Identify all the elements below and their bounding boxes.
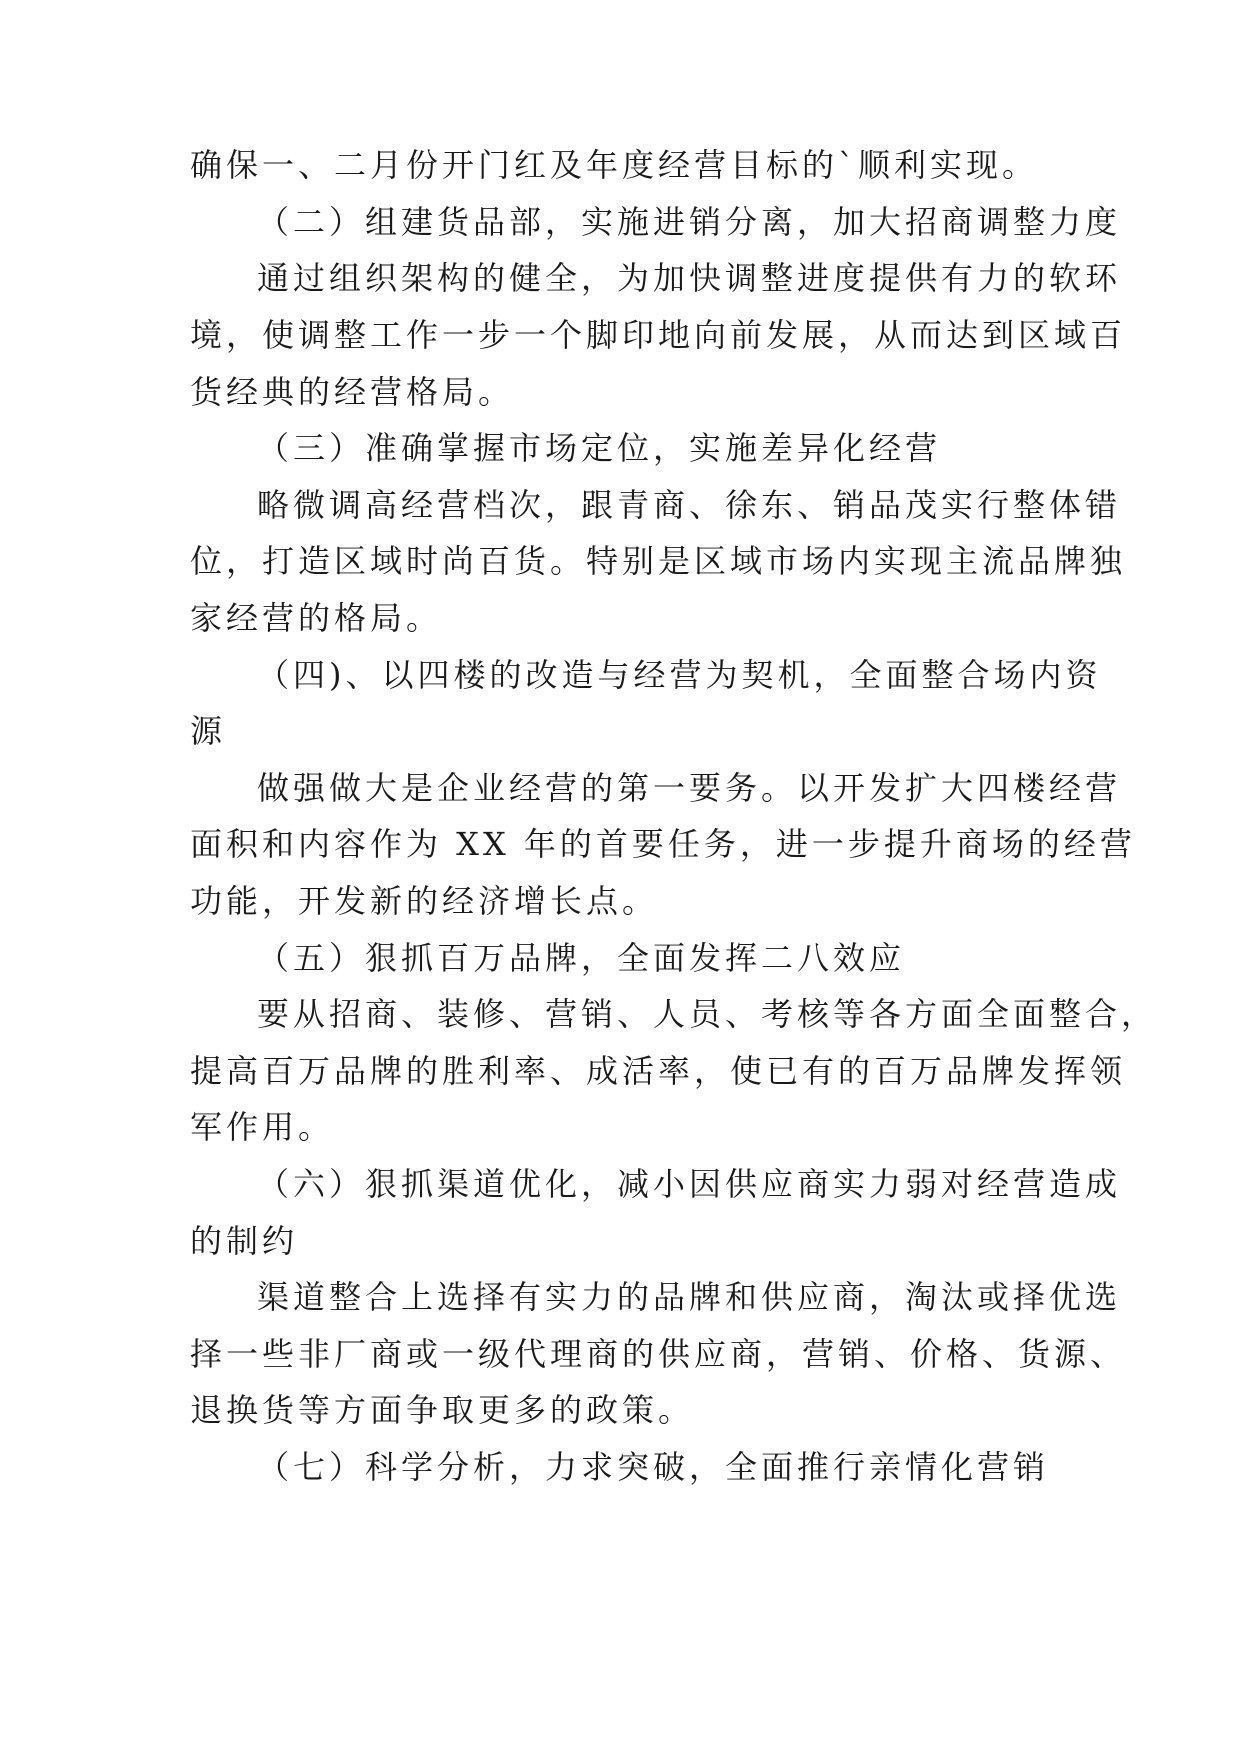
section-heading-4: （四)、以四楼的改造与经营为契机，全面整合场内资 bbox=[257, 656, 1102, 694]
section-heading-6-continued: 的制约 bbox=[190, 1222, 299, 1260]
paragraph-line-13: 面积和内容作为 XX 年的首要任务，进一步提升商场的经营 bbox=[190, 825, 1136, 863]
section-heading-6: （六）狠抓渠道优化，减小因供应商实力弱对经营造成 bbox=[257, 1165, 1122, 1203]
paragraph-line-5: 货经典的经营格局。 bbox=[190, 373, 515, 411]
section-heading-7: （七）科学分析，力求突破，全面推行亲情化营销 bbox=[257, 1448, 1050, 1486]
paragraph-line-17: 提高百万品牌的胜利率、成活率，使已有的百万品牌发挥领 bbox=[190, 1052, 1127, 1090]
paragraph-line-8: 位，打造区域时尚百货。特别是区域市场内实现主流品牌独 bbox=[190, 542, 1127, 580]
paragraph-line-3: 通过组织架构的健全，为加快调整进度提供有力的软环 bbox=[257, 259, 1122, 297]
section-heading-5: （五）狠抓百万品牌，全面发挥二八效应 bbox=[257, 939, 906, 977]
paragraph-line-9: 家经营的格局。 bbox=[190, 599, 443, 637]
paragraph-line-12: 做强做大是企业经营的第一要务。以开发扩大四楼经营 bbox=[257, 769, 1122, 807]
paragraph-line-21: 渠道整合上选择有实力的品牌和供应商，淘汰或择优选 bbox=[257, 1278, 1122, 1316]
paragraph-line-22: 择一些非厂商或一级代理商的供应商，营销、价格、货源、 bbox=[190, 1335, 1127, 1373]
section-heading-4-continued: 源 bbox=[190, 712, 227, 750]
paragraph-line-23: 退换货等方面争取更多的政策。 bbox=[190, 1391, 695, 1429]
section-heading-3: （三）准确掌握市场定位，实施差异化经营 bbox=[257, 429, 942, 467]
section-heading-2: （二）组建货品部，实施进销分离，加大招商调整力度 bbox=[257, 203, 1122, 241]
paragraph-line-1: 确保一、二月份开门红及年度经营目标的`顺利实现。 bbox=[190, 146, 1039, 184]
paragraph-line-4: 境，使调整工作一步一个脚印地向前发展，从而达到区域百 bbox=[190, 316, 1127, 354]
paragraph-line-7: 略微调高经营档次，跟青商、徐东、销品茂实行整体错 bbox=[257, 486, 1122, 524]
paragraph-line-16: 要从招商、装修、营销、人员、考核等各方面全面整合， bbox=[257, 995, 1158, 1033]
paragraph-line-14: 功能，开发新的经济增长点。 bbox=[190, 882, 659, 920]
paragraph-line-18: 军作用。 bbox=[190, 1108, 335, 1146]
